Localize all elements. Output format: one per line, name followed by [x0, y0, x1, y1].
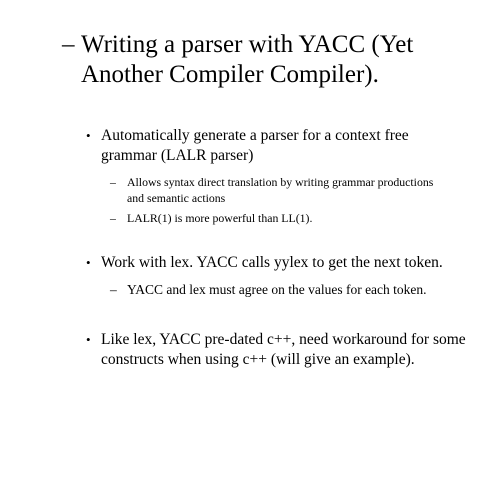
bullet-text: Work with lex. YACC calls yylex to get the next token. — [101, 254, 443, 271]
sub-dash-marker: – — [110, 175, 116, 189]
sub-item — [110, 210, 450, 226]
bullet-item — [86, 330, 466, 370]
heading-text: Writing a parser with YACC (Yet Another Compiler Compiler). — [81, 31, 414, 88]
sub-text: YACC and lex must agree on the values for each token. — [127, 282, 427, 297]
sub-text: Allows syntax direct translation by writing grammar productions and semantic actions — [127, 175, 434, 205]
sub-dash-marker: – — [110, 282, 117, 297]
bullet-dot-icon: • — [86, 255, 91, 270]
slide-heading — [62, 30, 462, 90]
sub-item — [110, 174, 450, 206]
bullet-text: Automatically generate a parser for a context free grammar (LALR parser) — [101, 127, 409, 164]
heading-dash-marker: – — [62, 31, 75, 58]
bullet-dot-icon: • — [86, 128, 91, 143]
sub-item — [110, 281, 450, 299]
bullet-item — [86, 126, 466, 166]
sub-dash-marker: – — [110, 211, 116, 225]
bullet-item — [86, 253, 466, 273]
sub-text: LALR(1) is more powerful than LL(1). — [127, 211, 313, 225]
bullet-text: Like lex, YACC pre-dated c++, need workaround for some constructs when using c++ (will give an example). — [101, 331, 466, 368]
bullet-dot-icon: • — [86, 332, 91, 347]
